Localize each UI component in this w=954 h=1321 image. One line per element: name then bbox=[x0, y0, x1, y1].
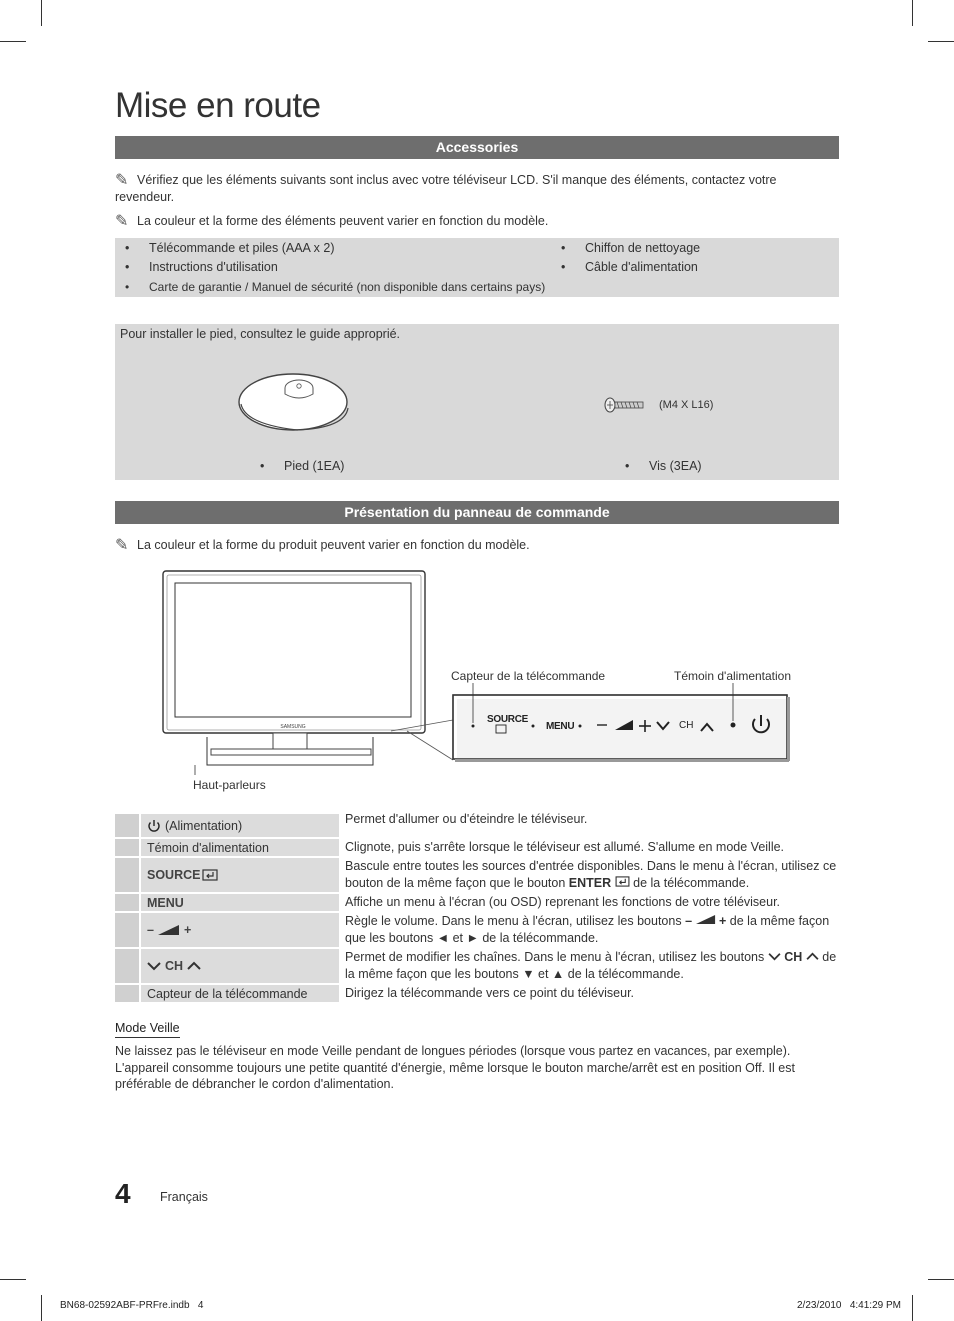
list-item: • Vis (3EA) bbox=[625, 459, 702, 473]
list-item: • Instructions d'utilisation bbox=[125, 260, 278, 274]
pencil-note-icon: ✎ bbox=[115, 213, 129, 230]
table-row: CH Permet de modifier les chaînes. Dans le menu à l'écran, utilisez les boutons CH de la même façon que les boutons ▼ et ▲ de la télécommande. bbox=[115, 949, 839, 983]
screw-icon bbox=[603, 396, 645, 414]
chevron-up-icon bbox=[187, 961, 201, 971]
list-item: • Pied (1EA) bbox=[260, 459, 344, 473]
callout-remote-sensor: Capteur de la télécommande bbox=[451, 669, 606, 683]
file-name: BN68-02592ABF-PRFre.indb 4 bbox=[60, 1300, 204, 1311]
note-2: ✎ La couleur et la forme des éléments peuvent varier en fonction du modèle. bbox=[115, 213, 549, 230]
ch-label[interactable]: CH bbox=[679, 720, 694, 731]
table-row: – + Règle le volume. Dans le menu à l'écran, utilisez les boutons – + de la même façon que les boutons ◄ et ► de la télécommande. bbox=[115, 913, 839, 947]
list-item: • Carte de garantie / Manuel de sécurité (non disponible dans certains pays) bbox=[125, 280, 545, 294]
table-row: (Alimentation) Permet d'allumer ou d'éteindre le téléviseur. bbox=[115, 814, 839, 837]
mode-veille-text: Ne laissez pas le téléviseur en mode Veille pendant de longues périodes (lorsque vous partez en vacances, par exemple). L'appareil consomme toujours une petite quantité d'énergie, même lorsque le bouton marche/arrêt est en position Off. Il est préférable de débrancher le cordon d'alimentation. bbox=[115, 1044, 795, 1091]
crop-mark bbox=[912, 1295, 913, 1321]
list-item: • Câble d'alimentation bbox=[561, 260, 698, 274]
table-row: MENU Affiche un menu à l'écran (ou OSD) reprenant les fonctions de votre téléviseur. bbox=[115, 894, 839, 911]
brand-logo: SAMSUNG bbox=[280, 724, 306, 730]
crop-mark bbox=[912, 0, 913, 26]
control-table bbox=[115, 813, 839, 1002]
callout-power-indicator: Témoin d'alimentation bbox=[674, 669, 792, 683]
table-row: Témoin d'alimentation Clignote, puis s'arrête lorsque le téléviseur est allumé. S'allume en mode Veille. bbox=[115, 839, 839, 856]
page-number: 4 bbox=[115, 1178, 131, 1209]
stand-box bbox=[115, 324, 839, 480]
menu-button[interactable]: MENU bbox=[546, 721, 575, 732]
list-item: • Télécommande et piles (AAA x 2) bbox=[125, 241, 335, 255]
stand-base-icon bbox=[237, 364, 353, 434]
pencil-note-icon: ✎ bbox=[115, 172, 129, 189]
section-heading-accessories: Accessories bbox=[115, 136, 839, 159]
chevron-down-icon bbox=[147, 961, 161, 971]
page-title: Mise en route bbox=[115, 86, 321, 125]
crop-mark bbox=[928, 41, 954, 42]
crop-mark bbox=[928, 1279, 954, 1280]
crop-mark bbox=[41, 1295, 42, 1321]
list-item: • Chiffon de nettoyage bbox=[561, 241, 700, 255]
accessory-list bbox=[115, 238, 839, 297]
mode-veille-heading: Mode Veille bbox=[115, 1021, 180, 1038]
screw-size: (M4 X L16) bbox=[659, 399, 714, 411]
pencil-note-icon: ✎ bbox=[115, 537, 129, 554]
enter-icon bbox=[615, 876, 630, 887]
section-heading-panel: Présentation du panneau de commande bbox=[115, 501, 839, 524]
callout-speakers: Haut-parleurs bbox=[193, 778, 266, 792]
chevron-up-icon bbox=[806, 952, 819, 961]
volume-icon bbox=[158, 924, 180, 936]
page-language: Français bbox=[160, 1190, 208, 1204]
table-row: SOURCE Bascule entre toutes les sources d'entrée disponibles. Dans le menu à l'écran, utilisez ce bouton de la même façon que le bouton ENTER de la télécommande. bbox=[115, 858, 839, 892]
crop-mark bbox=[0, 41, 26, 42]
enter-icon bbox=[202, 869, 218, 881]
stand-intro: Pour installer le pied, consultez le guide approprié. bbox=[120, 327, 401, 341]
source-button[interactable]: SOURCE bbox=[487, 714, 528, 725]
power-icon bbox=[147, 819, 161, 833]
note-3: ✎ La couleur et la forme du produit peuvent varier en fonction du modèle. bbox=[115, 537, 530, 554]
volume-icon bbox=[696, 914, 716, 925]
crop-mark bbox=[41, 0, 42, 26]
print-date: 2/23/2010 4:41:29 PM bbox=[797, 1300, 901, 1311]
note-1: ✎ Vérifiez que les éléments suivants sont inclus avec votre téléviseur LCD. S'il manque des éléments, contactez votre revendeur. bbox=[115, 172, 777, 204]
table-row: Capteur de la télécommande Dirigez la télécommande vers ce point du téléviseur. bbox=[115, 985, 839, 1002]
crop-mark bbox=[0, 1279, 26, 1280]
chevron-down-icon bbox=[768, 952, 781, 961]
